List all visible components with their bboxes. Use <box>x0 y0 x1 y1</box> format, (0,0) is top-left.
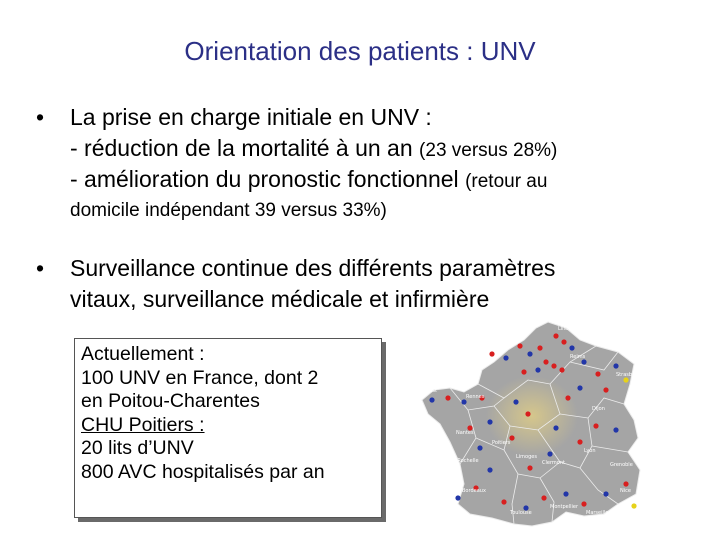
prognosis-text: - amélioration du pronostic fonctionnel <box>70 166 466 192</box>
info-line: 100 UNV en France, dont 2 <box>81 366 319 389</box>
bullet-text <box>70 253 555 315</box>
info-line: en Poitou-Charentes <box>81 390 260 412</box>
info-box <box>74 338 382 518</box>
slide-title: Orientation des patients : UNV <box>184 36 536 66</box>
map-label: Marseille <box>586 510 609 516</box>
info-line: 800 AVC hospitalisés par an <box>81 460 325 483</box>
map-label: Lyon <box>584 448 596 454</box>
bullet-dot: • <box>36 104 45 130</box>
map-label: Bordeaux <box>462 488 486 494</box>
map-label: Toulouse <box>510 510 532 516</box>
bullet-line: La prise en charge initiale en UNV : <box>70 104 432 130</box>
prognosis-stats-end: domicile indépendant 39 versus 33%) <box>70 200 387 221</box>
info-line: Actuellement : <box>81 343 205 365</box>
map-label: Montpellier <box>550 504 579 510</box>
mortality-stats: (23 versus 28%) <box>419 140 558 161</box>
bullet-line-prognosis <box>70 164 557 195</box>
bullet-dot: • <box>36 255 45 281</box>
bullet-text <box>70 102 557 223</box>
map-label: Lille <box>558 326 569 332</box>
map-label: Nantes <box>456 430 474 436</box>
bullet-line: vitaux, surveillance médicale et infirmière <box>70 286 490 312</box>
info-line: 20 lits d’UNV <box>81 437 194 459</box>
france-unv-map <box>420 318 660 532</box>
prognosis-stats-start: (retour au <box>465 171 548 192</box>
map-label: Strasbourg <box>616 372 644 378</box>
map-label: Nice <box>620 488 631 494</box>
map-label: Rennes <box>466 394 485 400</box>
bullet-line: Surveillance continue des différents paramètres <box>70 255 556 281</box>
map-label: Poitiers <box>492 440 511 446</box>
map-label: La Rochelle <box>450 458 479 464</box>
map-label: Grenoble <box>610 462 633 468</box>
bullet-line-mortality <box>70 133 557 164</box>
map-label: Reims <box>570 354 586 360</box>
map-label: Clermont <box>542 460 565 466</box>
map-label: Limoges <box>516 454 537 460</box>
mortality-text: - réduction de la mortalité à un an <box>70 135 420 161</box>
info-line-underlined: CHU Poitiers : <box>81 413 205 436</box>
map-label: Brest <box>424 388 438 394</box>
map-label: Dijon <box>592 406 605 412</box>
